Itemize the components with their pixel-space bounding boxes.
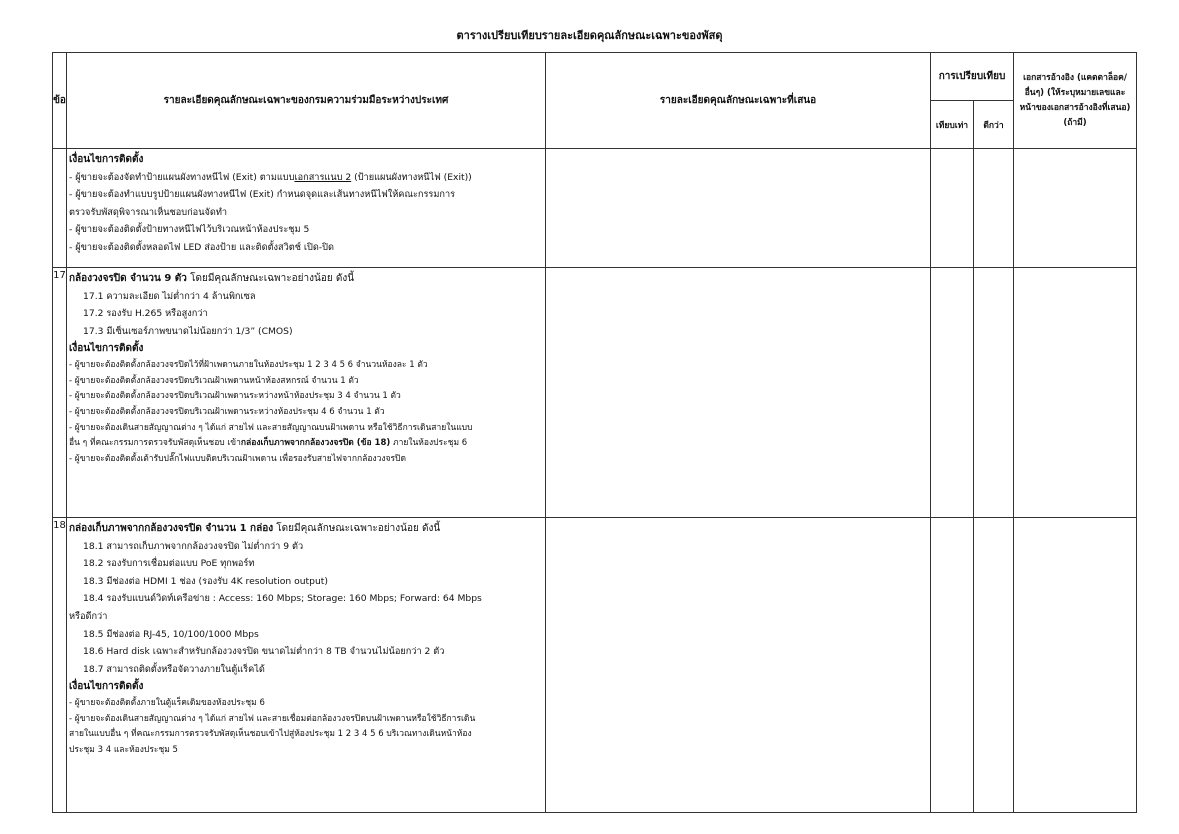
header-spec: รายละเอียดคุณลักษณะเฉพาะของกรมความร่วมมือระหว่างประเทศ: [67, 53, 546, 149]
condition-heading: เงื่อนไขการติดตั้ง: [69, 154, 144, 165]
item-title-rest: โดยมีคุณลักษณะเฉพาะอย่างน้อย ดังนี้: [273, 523, 441, 534]
reference-cell: [1014, 518, 1137, 813]
spec-item: 18.6 Hard disk เฉพาะสำหรับกล้องวงจรปิด ขนาดไม่ต่ำกว่า 8 TB จำนวนไม่น้อยกว่า 2 ตัว: [83, 646, 445, 658]
spec-line: [69, 169, 541, 187]
item-heading: [69, 520, 541, 538]
spec-item: 17.1 ความละเอียด ไม่ต่ำกว่า 4 ล้านพิกเซล: [83, 290, 256, 302]
item-title-rest: โดยมีคุณลักษณะเฉพาะอย่างน้อย ดังนี้: [186, 273, 355, 284]
header-reference: เอกสารอ้างอิง (แคตตาล็อค/อื่นๆ) (ให้ระบุหมายเลขและหน้าของเอกสารอ้างอิงที่เสนอ) (ถ้ามี): [1014, 53, 1137, 149]
header-better: ดีกว่า: [974, 101, 1014, 149]
spec-cell: [67, 268, 546, 518]
item-title: กล่องเก็บภาพจากกล้องวงจรปิด จำนวน 1 กล่อง: [69, 523, 274, 534]
row-number: 17: [53, 268, 67, 518]
spec-text: อื่น ๆ ที่คณะกรรมการตรวจรับพัสดุเห็นชอบ เข้า: [69, 438, 241, 449]
offer-cell: [546, 268, 931, 518]
equal-cell: [931, 268, 974, 518]
spec-line: - ผู้ขายจะต้องติดตั้งกล้องวงจรปิดบริเวณฝ้าเพดานระหว่างห้องประชุม 4 6 จำนวน 1 ตัว: [69, 407, 385, 418]
spec-line: - ผู้ขายจะต้องติดตั้งกล้องวงจรปิดบริเวณฝ้าเพดานหน้าห้องสหกรณ์ จำนวน 1 ตัว: [69, 375, 359, 386]
header-offer: รายละเอียดคุณลักษณะเฉพาะที่เสนอ: [546, 53, 931, 149]
offer-cell: [546, 518, 931, 813]
better-cell: [974, 149, 1014, 268]
equal-cell: [931, 149, 974, 268]
spec-line: - ผู้ขายจะต้องติดตั้งป้ายทางหนีไฟไว้บริเวณหน้าห้องประชุม 5: [69, 224, 310, 236]
better-cell: [974, 518, 1014, 813]
spec-item: 17.2 รองรับ H.265 หรือสูงกว่า: [83, 308, 208, 320]
spec-item: 18.4 รองรับแบนด์วิดท์เครือข่าย : Access: 160 Mbps; Storage: 160 Mbps; Forward: 64 Mbps: [83, 593, 482, 605]
item-heading: [69, 270, 541, 288]
spec-item: 18.3 มีช่องต่อ HDMI 1 ช่อง (รองรับ 4K resolution output): [83, 575, 328, 587]
spec-item: 18.1 สามารถเก็บภาพจากกล้องวงจรปิด ไม่ต่ำกว่า 9 ตัว: [83, 540, 304, 552]
reference-cell: [1014, 268, 1137, 518]
spec-item: 18.2 รองรับการเชื่อมต่อแบบ PoE ทุกพอร์ท: [83, 558, 255, 570]
spec-cell: [67, 518, 546, 813]
spec-line: - ผู้ขายจะต้องทำแบบรูปป้ายแผนผังทางหนีไฟ (Exit) กำหนดจุดและเส้นทางหนีไฟให้คณะกรรมการ: [69, 189, 456, 201]
cross-reference: กล่องเก็บภาพจากกล้องวงจรปิด (ข้อ 18): [240, 438, 391, 449]
attachment-reference: เอกสารแนบ 2: [294, 171, 352, 183]
row-number: 18: [53, 518, 67, 813]
spec-line: ประชุม 3 4 และห้องประชุม 5: [69, 745, 178, 755]
spec-item: 18.7 สามารถติดตั้งหรือจัดวางภายในตู้แร็คได้: [83, 663, 265, 675]
condition-heading: เงื่อนไขการติดตั้ง: [69, 681, 144, 693]
spec-line: สายในแบบอื่น ๆ ที่คณะกรรมการตรวจรับพัสดุเห็นชอบเข้าไปสู่ห้องประชุม 1 2 3 4 5 6 บริเวณทางเดินหน้าห้อง: [69, 729, 472, 740]
reference-cell: [1014, 149, 1137, 268]
document-title: ตารางเปรียบเทียบรายละเอียดคุณลักษณะเฉพาะของพัสดุ: [456, 29, 723, 42]
item-title: กล้องวงจรปิด จำนวน 9 ตัว: [69, 273, 187, 284]
spec-line: - ผู้ขายจะต้องติดตั้งกล้องวงจรปิดไว้ที่ฝ้าเพดานภายในห้องประชุม 1 2 3 4 5 6 จำนวนห้องละ 1 ตัว: [69, 359, 428, 370]
spec-item-continuation: หรือดีกว่า: [69, 610, 108, 622]
spec-item: 17.3 มีเซ็นเซอร์ภาพขนาดไม่น้อยกว่า 1/3” (CMOS): [83, 325, 293, 337]
better-cell: [974, 268, 1014, 518]
spec-line: - ผู้ขายจะต้องเดินสายสัญญาณต่าง ๆ ได้แก่ สายไฟ และสายสัญญาณบนฝ้าเพดาน หรือใช้วิธีการเดินสายในแบบ: [69, 422, 473, 433]
spec-line: - ผู้ขายจะต้องติดตั้งหลอดไฟ LED ส่องป้าย และติดตั้งสวิตช์ เปิด-ปิด: [69, 241, 334, 253]
spec-line: [69, 436, 541, 452]
spec-item: 18.5 มีช่องต่อ RJ-45, 10/100/1000 Mbps: [83, 628, 259, 640]
header-equal: เทียบเท่า: [931, 101, 974, 149]
table-row: [53, 518, 1137, 813]
spec-line: - ผู้ขายจะต้องติดตั้งเต้ารับปลั๊กไฟแบบติดบริเวณฝ้าเพดาน เพื่อรองรับสายไฟจากกล้องวงจรปิด: [69, 454, 406, 465]
spec-text: (ป้ายแผนผังทางหนีไฟ (Exit)): [351, 171, 472, 183]
spec-line: ตรวจรับพัสดุพิจารณาเห็นชอบก่อนจัดทำ: [69, 206, 228, 218]
spec-cell: [67, 149, 546, 268]
spec-text: ภายในห้องประชุม 6: [390, 438, 468, 449]
header-compare: การเปรียบเทียบ: [931, 53, 1014, 101]
table-row: [53, 149, 1137, 268]
spec-comparison-table: [52, 52, 1137, 813]
spec-line: - ผู้ขายจะต้องเดินสายสัญญาณต่าง ๆ ได้แก่ สายไฟ และสายเชื่อมต่อกล้องวงจรปิดบนฝ้าเพดานหรือใช้วิธีการเดิน: [69, 713, 476, 724]
spec-line: - ผู้ขายจะต้องติดตั้งกล้องวงจรปิดบริเวณฝ้าเพดานระหว่างหน้าห้องประชุม 3 4 จำนวน 1 ตัว: [69, 391, 401, 402]
spec-text: - ผู้ขายจะต้องจัดทำป้ายแผนผังทางหนีไฟ (Exit) ตามแบบ: [69, 171, 295, 183]
offer-cell: [546, 149, 931, 268]
table-row: [53, 268, 1137, 518]
spec-line: - ผู้ขายจะต้องติดตั้งภายในตู้แร็คเดิมของห้องประชุม 6: [69, 697, 265, 708]
row-number: [53, 149, 67, 268]
condition-heading: เงื่อนไขการติดตั้ง: [69, 343, 144, 355]
equal-cell: [931, 518, 974, 813]
header-no: ข้อ: [53, 53, 67, 149]
